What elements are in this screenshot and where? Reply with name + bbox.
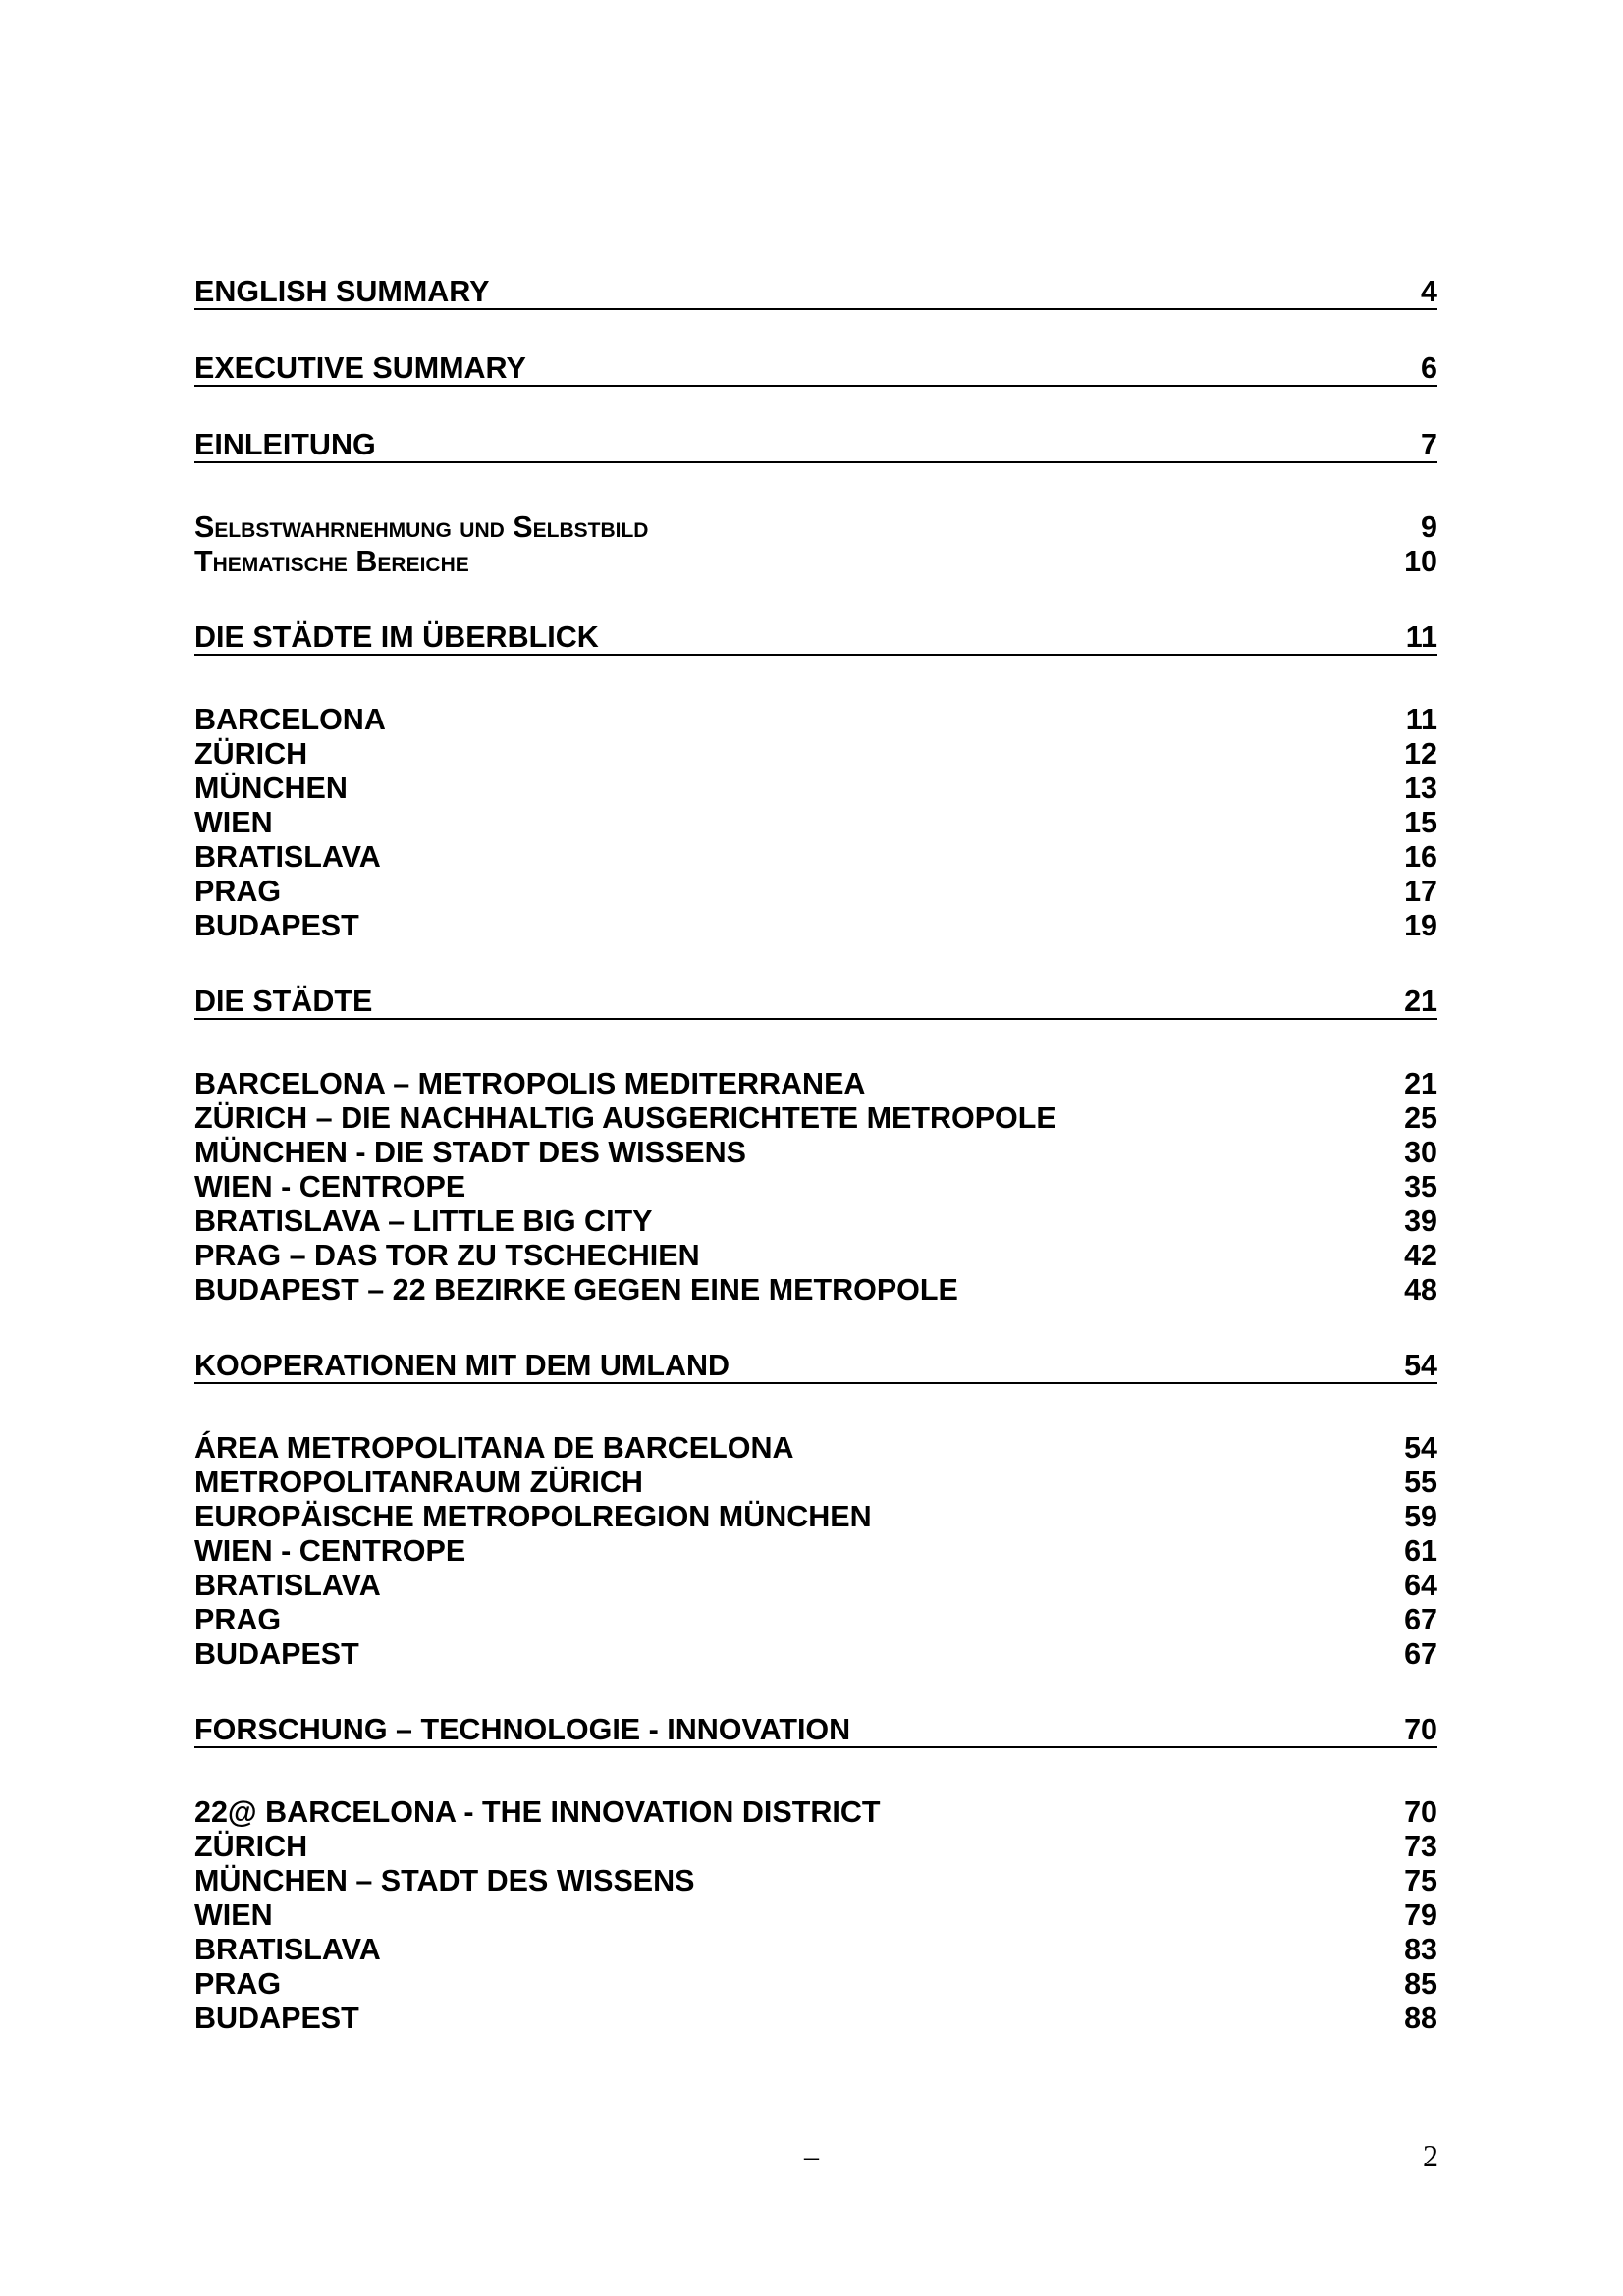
toc-subentries bbox=[194, 1431, 1437, 1672]
subentry-page: 39 bbox=[1404, 1204, 1437, 1238]
subentry-page: 70 bbox=[1404, 1795, 1437, 1829]
subentry-page: 64 bbox=[1404, 1569, 1437, 1602]
toc-subentries bbox=[194, 1067, 1437, 1308]
toc-chapter-entry[interactable] bbox=[194, 985, 1437, 1020]
chapter-page: 7 bbox=[1421, 428, 1437, 461]
toc-subentry[interactable] bbox=[194, 1067, 1437, 1101]
toc-chapter-entry[interactable] bbox=[194, 351, 1437, 387]
chapter-page: 6 bbox=[1421, 351, 1437, 385]
subentry-page: 15 bbox=[1404, 806, 1437, 839]
toc-chapter-entry[interactable] bbox=[194, 620, 1437, 656]
subentry-title: BRATISLAVA bbox=[194, 1933, 381, 1966]
subentry-title: BUDAPEST – 22 BEZIRKE GEGEN EINE METROPOLE bbox=[194, 1273, 958, 1307]
toc-subentry[interactable] bbox=[194, 1273, 1437, 1308]
chapter-title: DIE STÄDTE IM ÜBERBLICK bbox=[194, 620, 599, 654]
subentry-page: 55 bbox=[1404, 1466, 1437, 1499]
toc-section bbox=[194, 275, 1437, 310]
toc-chapter-entry[interactable] bbox=[194, 275, 1437, 310]
chapter-page: 11 bbox=[1405, 620, 1437, 654]
toc-section bbox=[194, 1349, 1437, 1672]
subentry-page: 54 bbox=[1404, 1431, 1437, 1465]
subentry-page: 79 bbox=[1404, 1898, 1437, 1932]
toc-subentry[interactable] bbox=[194, 875, 1437, 909]
subentry-title: BUDAPEST bbox=[194, 1637, 359, 1671]
toc-subentries bbox=[194, 703, 1437, 943]
toc-chapter-entry[interactable] bbox=[194, 428, 1437, 463]
toc-subentry[interactable] bbox=[194, 840, 1437, 875]
toc-subentry[interactable] bbox=[194, 1898, 1437, 1933]
table-of-contents bbox=[194, 275, 1437, 2077]
chapter-page: 21 bbox=[1404, 985, 1437, 1018]
subentry-page: 83 bbox=[1404, 1933, 1437, 1966]
subentry-title: MÜNCHEN - DIE STADT DES WISSENS bbox=[194, 1136, 747, 1169]
subentry-page: 16 bbox=[1404, 840, 1437, 874]
subentry-page: 25 bbox=[1404, 1101, 1437, 1135]
chapter-page: 54 bbox=[1404, 1349, 1437, 1382]
subentry-title: BARCELONA – METROPOLIS MEDITERRANEA bbox=[194, 1067, 866, 1100]
chapter-title: ENGLISH SUMMARY bbox=[194, 275, 490, 308]
subentry-page: 42 bbox=[1404, 1239, 1437, 1272]
chapter-title: DIE STÄDTE bbox=[194, 985, 373, 1018]
toc-subentry[interactable] bbox=[194, 772, 1437, 806]
subentry-title: ZÜRICH – DIE NACHHALTIG AUSGERICHTETE METROPOLE bbox=[194, 1101, 1056, 1135]
toc-section bbox=[194, 428, 1437, 579]
subentry-title: WIEN bbox=[194, 806, 273, 839]
subentry-title: WIEN - CENTROPE bbox=[194, 1534, 466, 1568]
subentry-title: ÁREA METROPOLITANA DE BARCELONA bbox=[194, 1431, 794, 1465]
toc-section bbox=[194, 1713, 1437, 2036]
toc-subentry[interactable] bbox=[194, 1101, 1437, 1136]
toc-section bbox=[194, 351, 1437, 387]
toc-subentry[interactable] bbox=[194, 1170, 1437, 1204]
subentry-title: EUROPÄISCHE METROPOLREGION MÜNCHEN bbox=[194, 1500, 872, 1533]
chapter-title: FORSCHUNG – TECHNOLOGIE - INNOVATION bbox=[194, 1713, 851, 1746]
chapter-page: 4 bbox=[1421, 275, 1437, 308]
subentry-page: 35 bbox=[1404, 1170, 1437, 1203]
subentry-title: WIEN - CENTROPE bbox=[194, 1170, 466, 1203]
toc-subentry[interactable] bbox=[194, 1603, 1437, 1637]
subentry-page: 11 bbox=[1405, 703, 1437, 736]
toc-subentry[interactable] bbox=[194, 1569, 1437, 1603]
toc-subentries bbox=[194, 510, 1437, 579]
subentry-title: WIEN bbox=[194, 1898, 273, 1932]
subentry-title: BUDAPEST bbox=[194, 909, 359, 942]
page-number: 2 bbox=[1423, 2138, 1438, 2173]
toc-subentry[interactable] bbox=[194, 1136, 1437, 1170]
toc-subentry[interactable] bbox=[194, 510, 1437, 545]
subentry-title: MÜNCHEN bbox=[194, 772, 348, 805]
subentry-page: 12 bbox=[1404, 737, 1437, 771]
subentry-page: 17 bbox=[1404, 875, 1437, 908]
toc-subentry[interactable] bbox=[194, 1795, 1437, 1830]
toc-subentry[interactable] bbox=[194, 1239, 1437, 1273]
subentry-title: BRATISLAVA bbox=[194, 1569, 381, 1602]
subentry-title: PRAG bbox=[194, 875, 282, 908]
subentry-title: MÜNCHEN – STADT DES WISSENS bbox=[194, 1864, 695, 1897]
subentry-page: 88 bbox=[1404, 2002, 1437, 2035]
toc-chapter-entry[interactable] bbox=[194, 1713, 1437, 1748]
subentry-title: ZÜRICH bbox=[194, 737, 308, 771]
toc-section bbox=[194, 985, 1437, 1308]
subentry-page: 48 bbox=[1404, 1273, 1437, 1307]
subentry-title: PRAG – DAS TOR ZU TSCHECHIEN bbox=[194, 1239, 700, 1272]
subentry-title: ZÜRICH bbox=[194, 1830, 308, 1863]
toc-subentry[interactable] bbox=[194, 1466, 1437, 1500]
subentry-page: 67 bbox=[1404, 1603, 1437, 1636]
subentry-page: 85 bbox=[1404, 1967, 1437, 2001]
toc-subentry[interactable] bbox=[194, 1534, 1437, 1569]
subentry-title: BARCELONA bbox=[194, 703, 386, 736]
subentry-page: 73 bbox=[1404, 1830, 1437, 1863]
chapter-title: EINLEITUNG bbox=[194, 428, 376, 461]
subentry-title: PRAG bbox=[194, 1967, 282, 2001]
chapter-title: EXECUTIVE SUMMARY bbox=[194, 351, 526, 385]
subentry-page: 61 bbox=[1404, 1534, 1437, 1568]
footer-dash: – bbox=[804, 2140, 819, 2172]
toc-subentry[interactable] bbox=[194, 2002, 1437, 2036]
subentry-title: PRAG bbox=[194, 1603, 282, 1636]
subentry-page: 67 bbox=[1404, 1637, 1437, 1671]
subentry-title: BRATISLAVA – LITTLE BIG CITY bbox=[194, 1204, 653, 1238]
subentry-page: 13 bbox=[1404, 772, 1437, 805]
subentry-page: 21 bbox=[1404, 1067, 1437, 1100]
subentry-title: BUDAPEST bbox=[194, 2002, 359, 2035]
subentry-page: 10 bbox=[1404, 545, 1437, 578]
subentry-title: Thematische Bereiche bbox=[194, 545, 469, 578]
subentry-title: Selbstwahrnehmung und Selbstbild bbox=[194, 510, 649, 544]
toc-subentry[interactable] bbox=[194, 703, 1437, 737]
toc-subentry[interactable] bbox=[194, 1637, 1437, 1672]
toc-subentries bbox=[194, 1795, 1437, 2036]
toc-subentry[interactable] bbox=[194, 1500, 1437, 1534]
toc-chapter-entry[interactable] bbox=[194, 1349, 1437, 1384]
subentry-title: METROPOLITANRAUM ZÜRICH bbox=[194, 1466, 643, 1499]
toc-subentry[interactable] bbox=[194, 1204, 1437, 1239]
toc-subentry[interactable] bbox=[194, 909, 1437, 943]
toc-subentry[interactable] bbox=[194, 1967, 1437, 2002]
toc-subentry[interactable] bbox=[194, 545, 1437, 579]
toc-subentry[interactable] bbox=[194, 806, 1437, 840]
subentry-page: 9 bbox=[1421, 510, 1437, 544]
chapter-title: KOOPERATIONEN MIT DEM UMLAND bbox=[194, 1349, 730, 1382]
subentry-page: 59 bbox=[1404, 1500, 1437, 1533]
toc-subentry[interactable] bbox=[194, 1864, 1437, 1898]
toc-subentry[interactable] bbox=[194, 1431, 1437, 1466]
subentry-page: 19 bbox=[1404, 909, 1437, 942]
subentry-title: BRATISLAVA bbox=[194, 840, 381, 874]
toc-section bbox=[194, 620, 1437, 943]
subentry-title: 22@ BARCELONA - THE INNOVATION DISTRICT bbox=[194, 1795, 881, 1829]
subentry-page: 30 bbox=[1404, 1136, 1437, 1169]
toc-subentry[interactable] bbox=[194, 737, 1437, 772]
chapter-page: 70 bbox=[1404, 1713, 1437, 1746]
toc-subentry[interactable] bbox=[194, 1933, 1437, 1967]
subentry-page: 75 bbox=[1404, 1864, 1437, 1897]
toc-subentry[interactable] bbox=[194, 1830, 1437, 1864]
